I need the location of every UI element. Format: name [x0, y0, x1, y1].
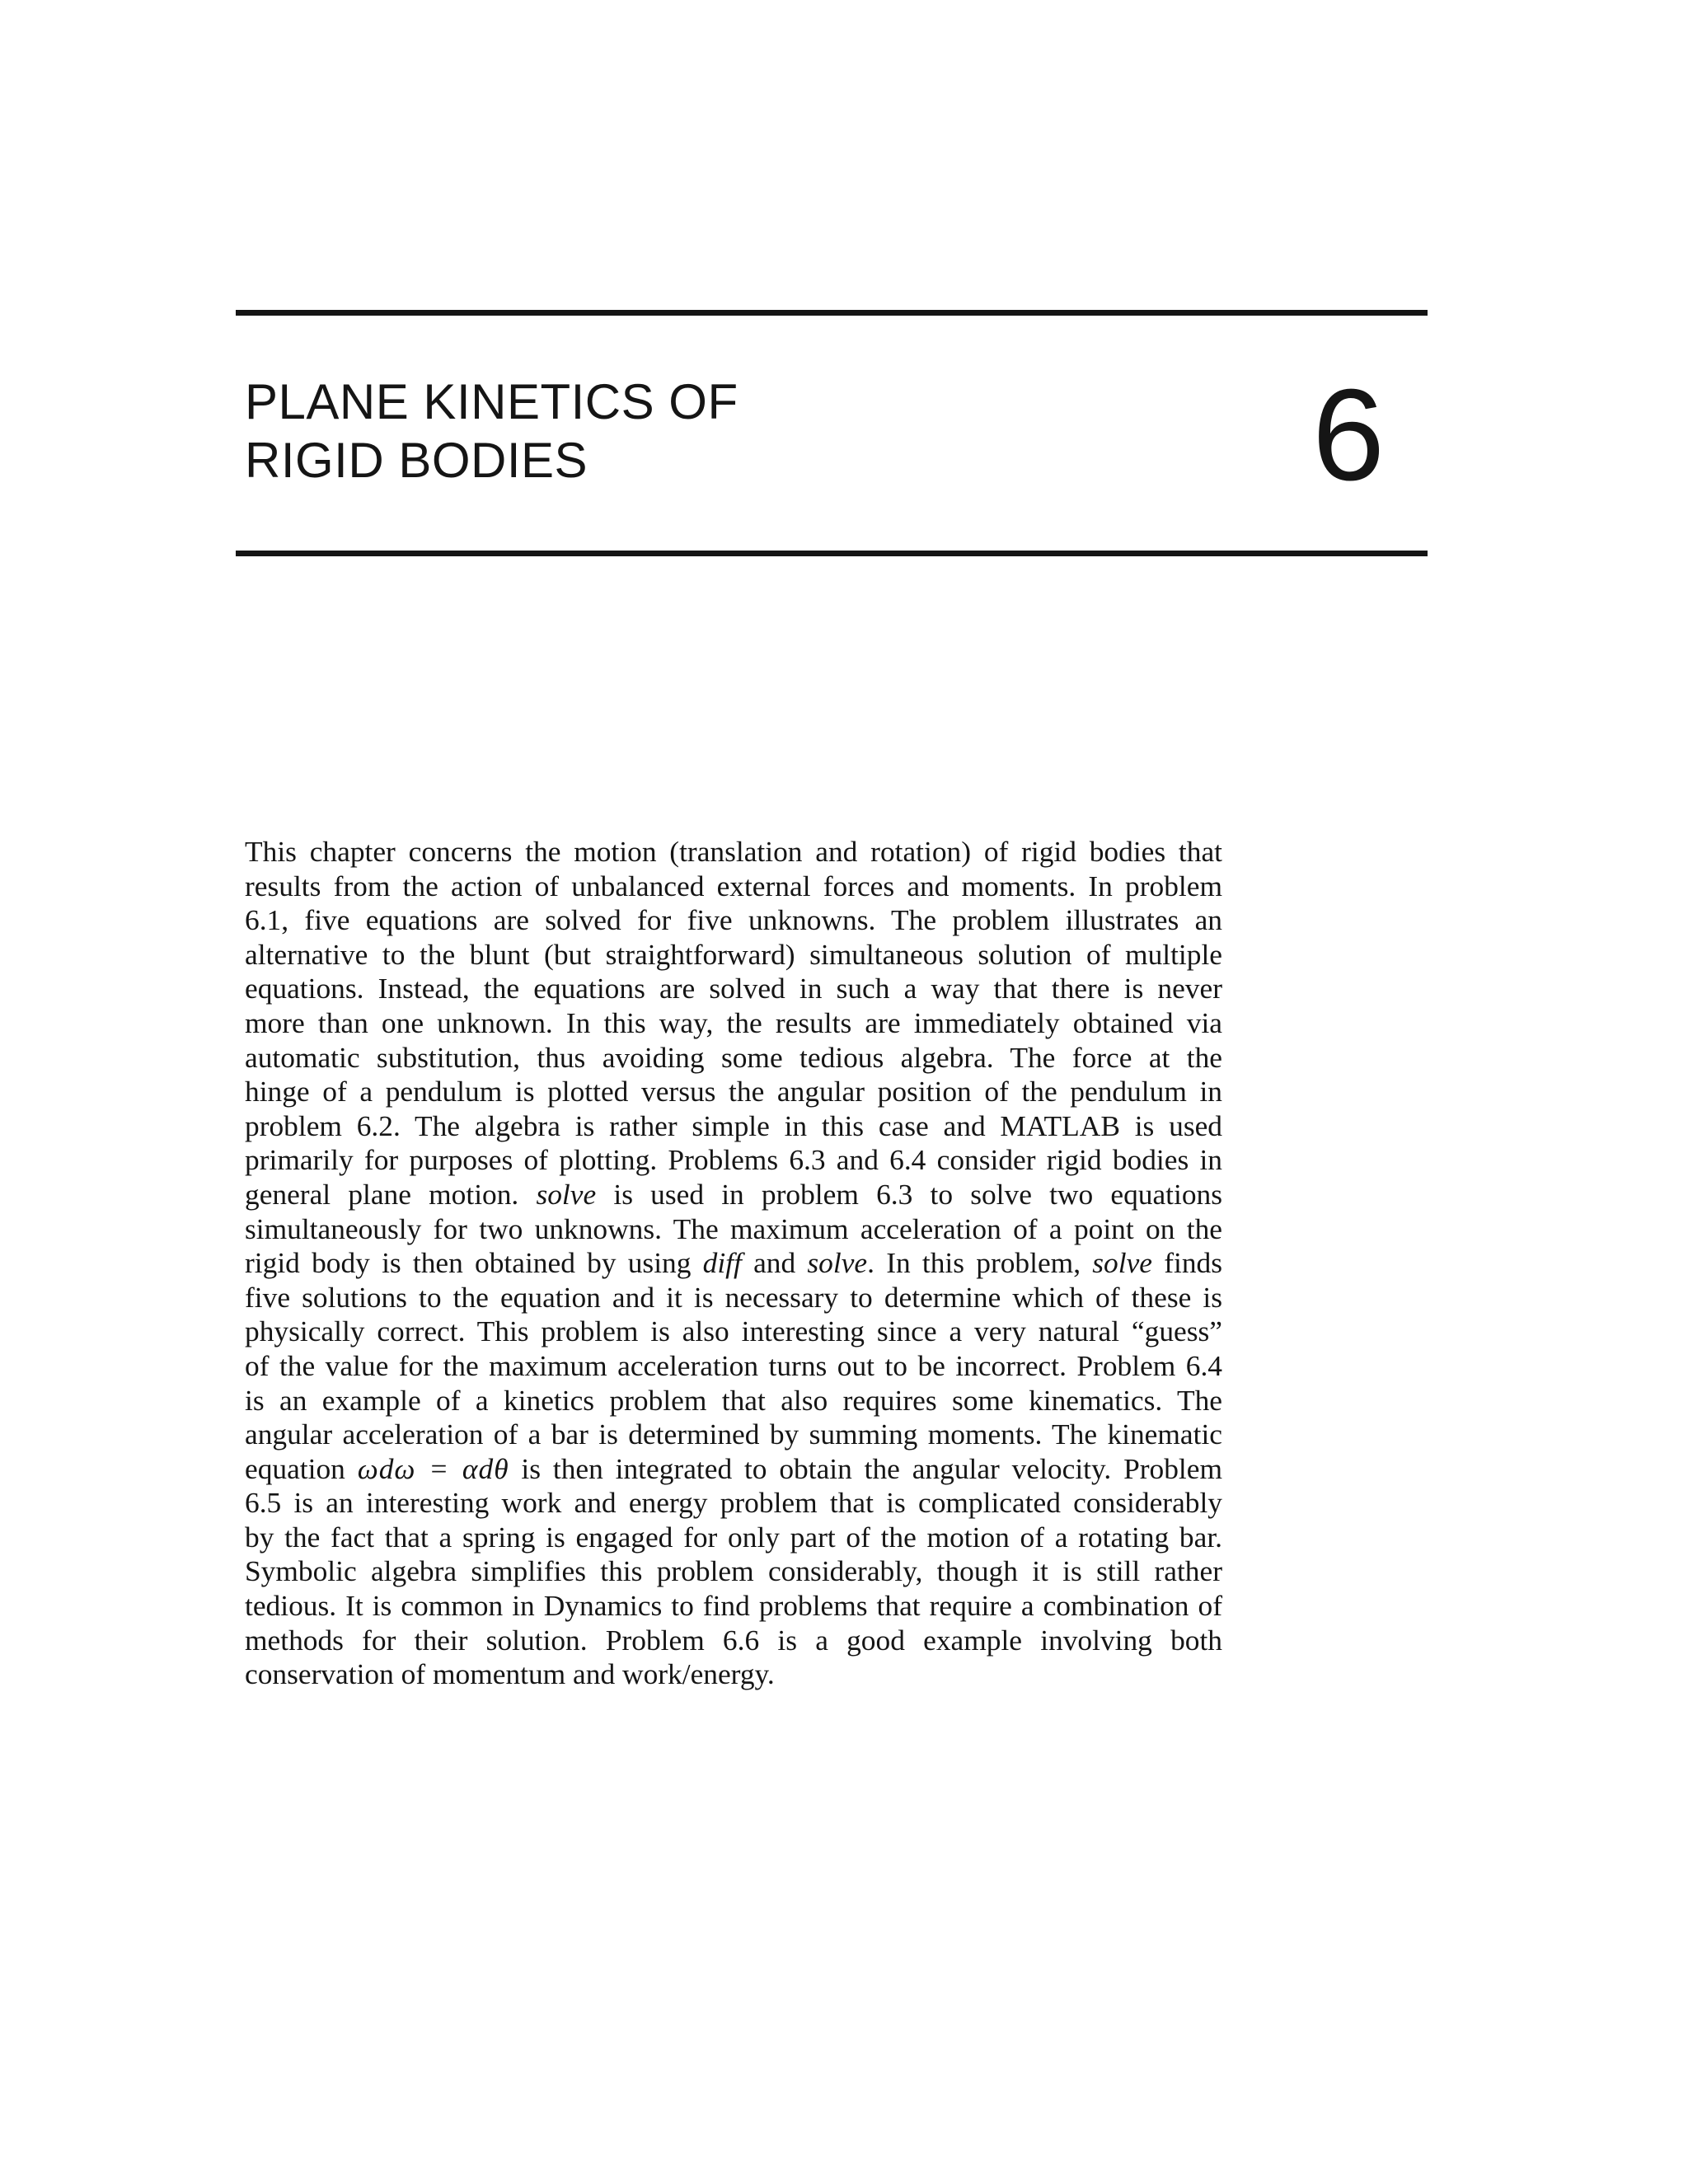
- text-run: and: [741, 1246, 808, 1280]
- paragraph-line: 6.5 is an interesting work and energy problem that is complicated considerably: [245, 1486, 1222, 1520]
- paragraph-line: Symbolic algebra simplifies this problem considerably, though it is still rather: [245, 1554, 1222, 1588]
- paragraph-line: 6.1, five equations are solved for five unknowns. The problem illustrates an: [245, 903, 1222, 937]
- function-name-diff: diff: [702, 1246, 742, 1280]
- paragraph-line: by the fact that a spring is engaged for only part of the motion of a rotating bar.: [245, 1520, 1222, 1554]
- paragraph-line: of the value for the maximum acceleration turns out to be incorrect. Problem 6.4: [245, 1348, 1222, 1382]
- chapter-introduction-paragraph: [245, 835, 1222, 1692]
- function-name-solve: solve: [536, 1177, 597, 1211]
- text-run: finds: [1151, 1246, 1222, 1280]
- function-name-solve: solve: [807, 1246, 868, 1280]
- paragraph-line: angular acceleration of a bar is determined by summing moments. The kinematic: [245, 1418, 1222, 1451]
- text-run: is then integrated to obtain the angular velocity. Problem: [509, 1451, 1222, 1485]
- top-rule: [236, 310, 1428, 316]
- text-run: . In this problem,: [867, 1246, 1093, 1280]
- paragraph-line: results from the action of unbalanced external forces and moments. In problem: [245, 869, 1222, 902]
- chapter-title-line-1: PLANE KINETICS OF: [245, 374, 738, 429]
- paragraph-line: five solutions to the equation and it is necessary to determine which of these is: [245, 1280, 1222, 1314]
- chapter-title-line-2: RIGID BODIES: [245, 433, 588, 488]
- paragraph-line: tedious. It is common in Dynamics to find problems that require a combination of: [245, 1589, 1222, 1623]
- paragraph-line: physically correct. This problem is also interesting since a very natural “guess”: [245, 1315, 1222, 1348]
- paragraph-line: hinge of a pendulum is plotted versus the angular position of the pendulum in: [245, 1075, 1222, 1108]
- paragraph-line: is an example of a kinetics problem that also requires some kinematics. The: [245, 1383, 1222, 1417]
- kinematic-equation: ωdω = αdθ: [357, 1451, 509, 1485]
- function-name-solve: solve: [1092, 1246, 1152, 1280]
- text-run: rigid body is then obtained by using: [245, 1246, 703, 1280]
- text-run: general plane motion.: [245, 1177, 537, 1211]
- paragraph-line: simultaneously for two unknowns. The maximum acceleration of a point on the: [245, 1212, 1222, 1245]
- chapter-title: [245, 373, 738, 490]
- paragraph-line: automatic substitution, thus avoiding some tedious algebra. The force at the: [245, 1040, 1222, 1074]
- paragraph-line: conservation of momentum and work/energy.: [245, 1657, 775, 1691]
- chapter-number: 6: [1312, 363, 1385, 508]
- bottom-rule: [236, 551, 1428, 556]
- paragraph-line: more than one unknown. In this way, the results are immediately obtained via: [245, 1005, 1222, 1039]
- text-run: equation: [245, 1451, 358, 1485]
- paragraph-line: equations. Instead, the equations are solved in such a way that there is never: [245, 972, 1222, 1005]
- text-run: is used in problem 6.3 to solve two equations: [596, 1177, 1222, 1211]
- paragraph-line: [245, 1178, 1222, 1212]
- paragraph-line: primarily for purposes of plotting. Problems 6.3 and 6.4 consider rigid bodies in: [245, 1143, 1222, 1177]
- paragraph-line: [245, 1452, 1222, 1487]
- paragraph-line: This chapter concerns the motion (translation and rotation) of rigid bodies that: [245, 835, 1222, 868]
- paragraph-line: problem 6.2. The algebra is rather simple in this case and MATLAB is used: [245, 1108, 1222, 1142]
- paragraph-line: [245, 1246, 1222, 1281]
- paragraph-line: methods for their solution. Problem 6.6 is a good example involving both: [245, 1623, 1222, 1657]
- paragraph-line: alternative to the blunt (but straightforward) simultaneous solution of multiple: [245, 937, 1222, 971]
